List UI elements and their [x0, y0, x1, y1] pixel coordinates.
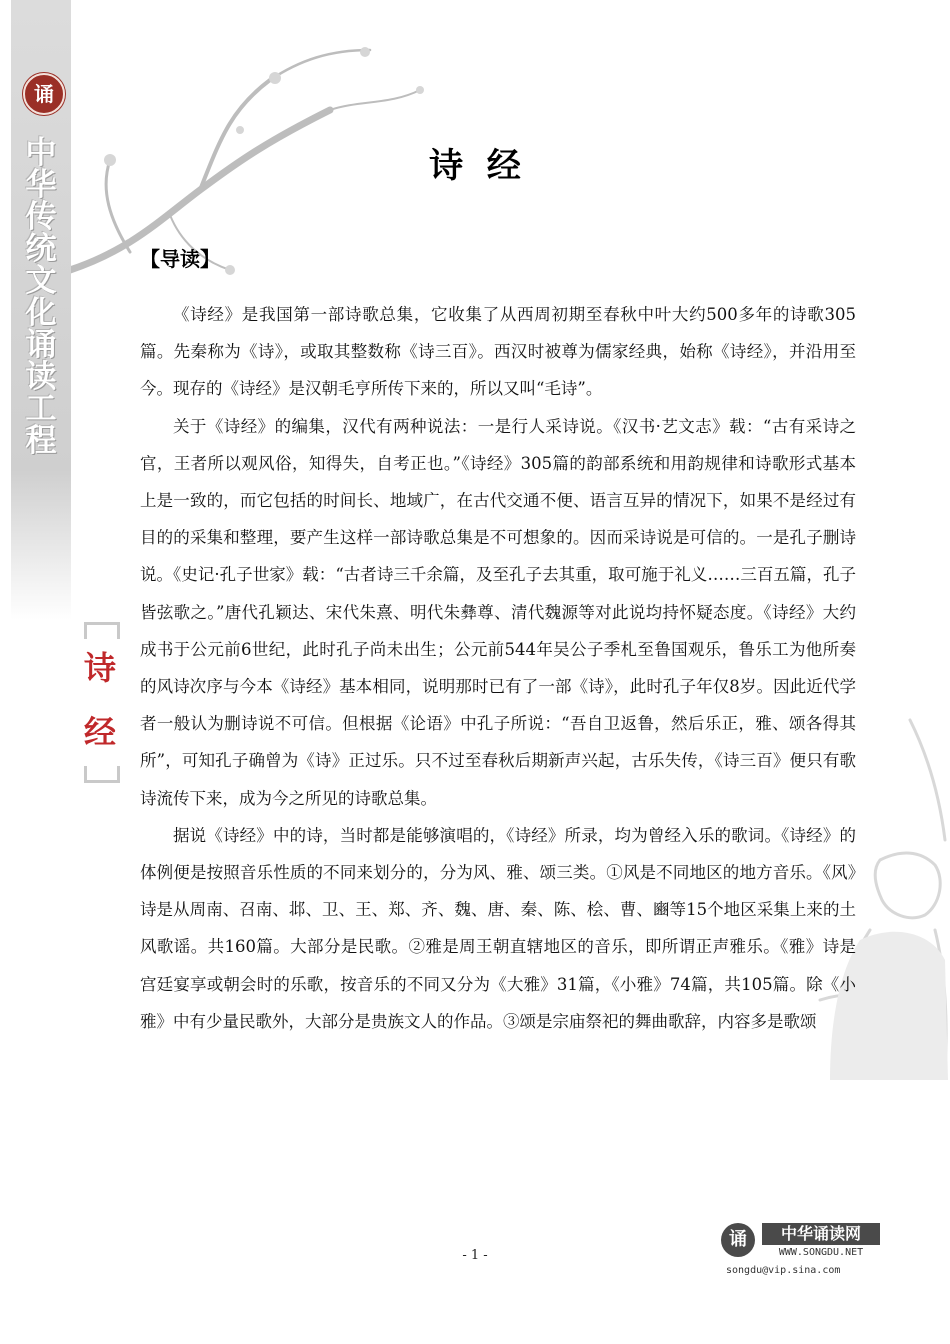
series-title-char: 华 [25, 167, 57, 203]
site-logo-seal: 诵 [721, 1223, 755, 1257]
book-title-char: 诗 [83, 649, 116, 687]
series-logo-glyph: 诵 [34, 82, 54, 106]
book-title-char: 经 [83, 713, 116, 751]
series-title-char: 工 [25, 391, 57, 427]
section-heading: 【导读】 [140, 247, 220, 271]
series-title-char: 程 [25, 423, 57, 459]
site-email: songdu@vip.sina.com [726, 1265, 841, 1276]
paragraph: 据说《诗经》中的诗，当时都是能够演唱的，《诗经》所录，均为曾经入乐的歌词。《诗经》的体例便是按照音乐性质的不同来划分的，分为风、雅、颂三类。①风是不同地区的地方音乐。《风》诗是从周南、召南、邶、卫、王、郑、齐、魏、唐、秦、陈、桧、曹、豳等15个地区采集上来的土风歌谣。共160篇。大部分是民歌。②雅是周王朝直辖地区的音乐，即所谓正声雅乐。《雅》诗是宫廷宴享或朝会时的乐歌，按音乐的不同又分为《大雅》31篇，《小雅》74篇，共105篇。除《小雅》中有少量民歌外，大部分是贵族文人的作品。③颂是宗庙祭祀的舞曲歌辞，内容多是歌颂 [140, 825, 856, 1031]
page-title: 诗 经 [429, 146, 521, 186]
page-number: - 1 - [462, 1248, 488, 1263]
site-name: 中华诵读网 [762, 1223, 880, 1245]
series-title-char: 中 [25, 135, 57, 171]
series-title-char: 读 [25, 359, 57, 395]
book-title-bracket-bottom [84, 766, 120, 783]
series-title-char: 传 [25, 199, 57, 235]
site-watermark [718, 1219, 888, 1285]
body-text [140, 296, 856, 1040]
series-title-char: 化 [25, 295, 57, 331]
paragraph: 《诗经》是我国第一部诗歌总集，它收集了从西周初期至春秋中叶大约500多年的诗歌305篇。先秦称为《诗》，或取其整数称《诗三百》。西汉时被尊为儒家经典，始称《诗经》，并沿用至今。现存的《诗经》是汉朝毛亨所传下来的，所以又叫“毛诗”。 [140, 305, 856, 399]
paragraph: 关于《诗经》的编集，汉代有两种说法：一是行人采诗说。《汉书·艺文志》载：“古有采诗之官，王者所以观风俗，知得失，自考正也。”《诗经》305篇的韵部系统和用韵规律和诗歌形式基本上是一致的，而它包括的时间长、地域广，在古代交通不便、语言互异的情况下，如果不是经过有目的的采集和整理，要产生这样一部诗歌总集是不可想象的。因而采诗说是可信的。一是孔子删诗说。《史记·孔子世家》载：“古者诗三千余篇，及至孔子去其重，取可施于礼义……三百五篇，孔子皆弦歌之。”唐代孔颖达、宋代朱熹、明代朱彝尊、清代魏源等对此说均持怀疑态度。《诗经》大约成书于公元前6世纪，此时孔子尚未出生；公元前544年吴公子季札至鲁国观乐，鲁乐工为他所奏的风诗次序与今本《诗经》基本相同，说明那时已有了一部《诗》，此时孔子年仅8岁。因此近代学者一般认为删诗说不可信。但根据《论语》中孔子所说：“吾自卫返鲁，然后乐正，雅、颂各得其所”，可知孔子确曾为《诗》正过乐。只不过至春秋后期新声兴起，古乐失传，《诗三百》便只有歌诗流传下来，成为今之所见的诗歌总集。 [140, 416, 856, 808]
sidebar-band-fade [11, 470, 71, 620]
book-title-vertical [74, 636, 126, 764]
series-title-char: 统 [25, 231, 57, 267]
series-title-char: 诵 [25, 327, 57, 363]
series-logo-seal [23, 73, 65, 115]
site-url: WWW.SONGDU.NET [778, 1247, 864, 1258]
series-title-char: 文 [25, 263, 57, 299]
